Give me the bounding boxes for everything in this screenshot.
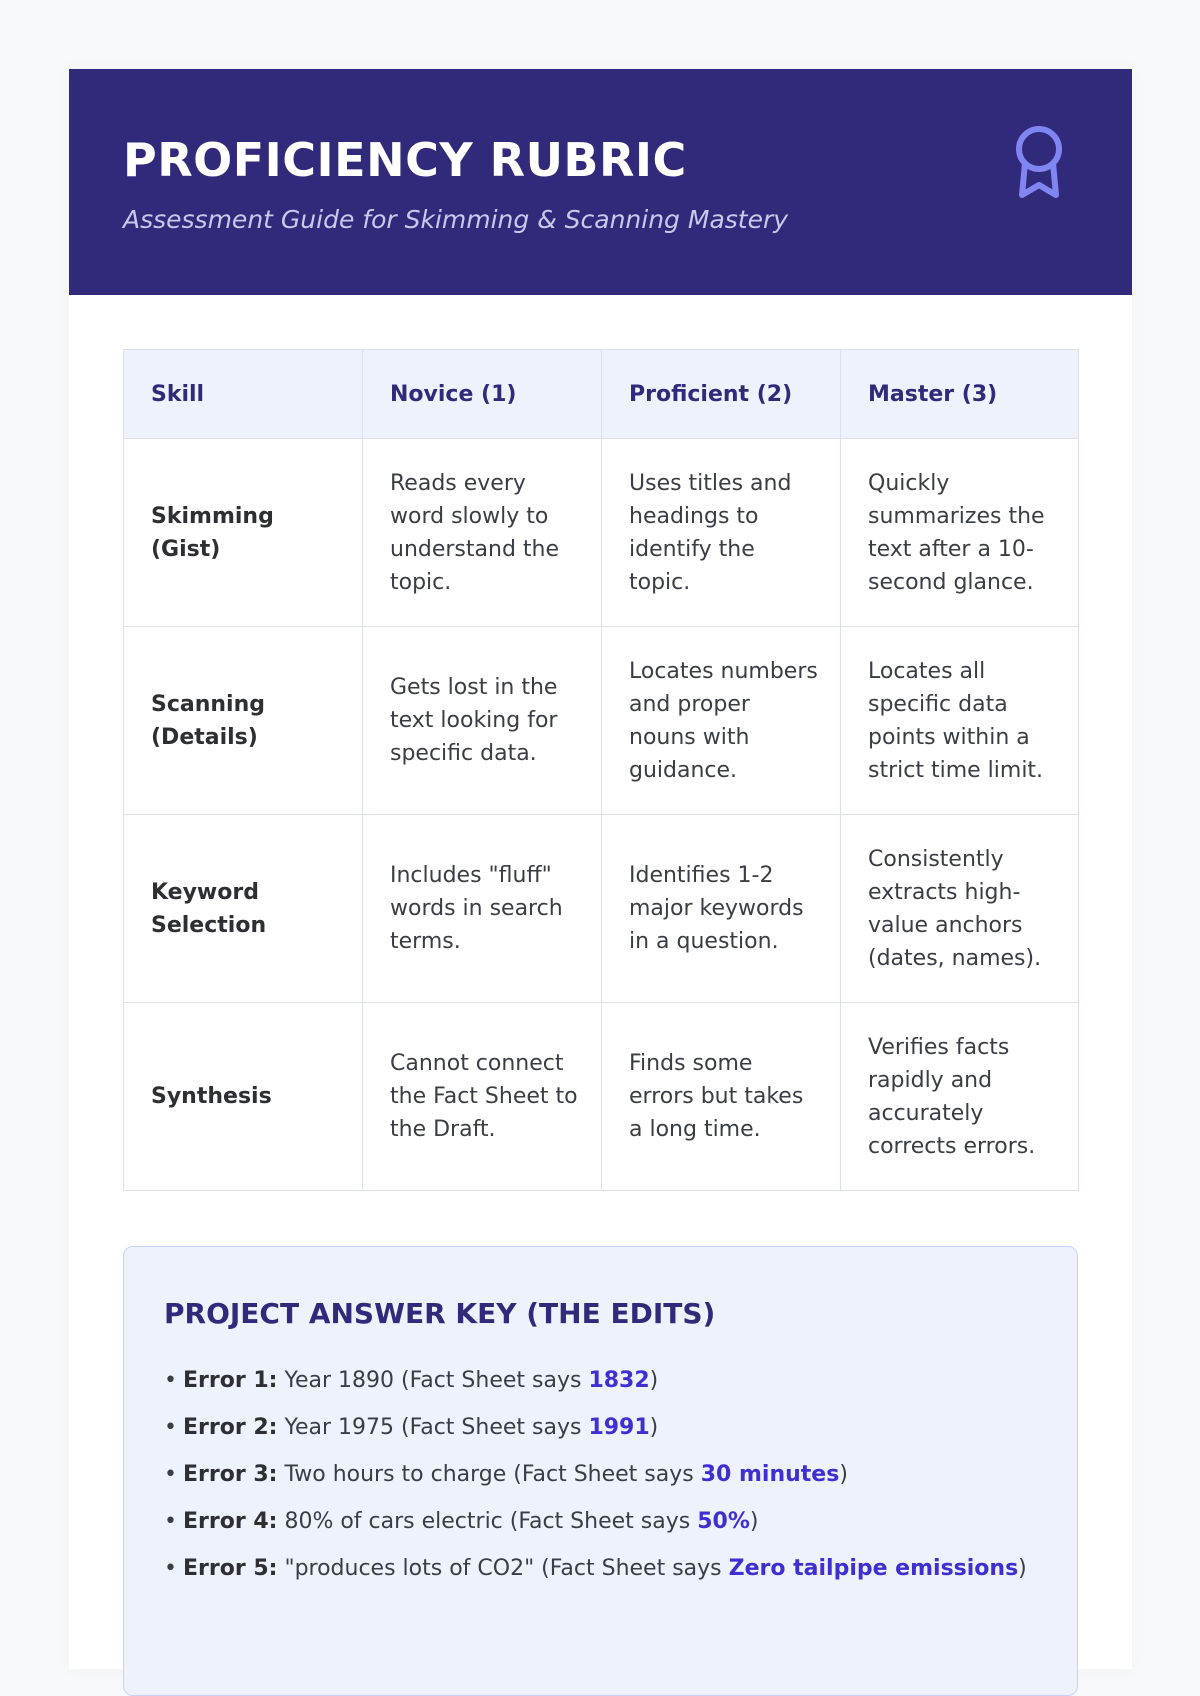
- error-label: Error 2:: [182, 1415, 278, 1440]
- proficient-cell: Identifies 1-2 major keywords in a question.: [602, 815, 841, 1003]
- bullet-icon: •: [164, 1415, 177, 1440]
- correct-value: 30 minutes: [700, 1462, 840, 1487]
- table-row: [124, 815, 1079, 1003]
- bullet-icon: •: [164, 1556, 177, 1581]
- novice-cell: Gets lost in the text looking for specific data.: [363, 627, 602, 815]
- error-text: Year 1890 (Fact Sheet says: [277, 1368, 589, 1393]
- novice-cell: Cannot connect the Fact Sheet to the Draft.: [363, 1003, 602, 1191]
- error-label: Error 3:: [182, 1462, 278, 1487]
- correct-value: 1832: [588, 1368, 650, 1393]
- answer-key-title: PROJECT ANSWER KEY (THE EDITS): [164, 1297, 716, 1330]
- list-item: [164, 1404, 1027, 1451]
- correct-value: 1991: [588, 1415, 650, 1440]
- master-cell: Locates all specific data points within a strict time limit.: [841, 627, 1079, 815]
- bullet-icon: •: [164, 1462, 177, 1487]
- column-header-proficient: Proficient (2): [602, 350, 841, 439]
- bullet-icon: •: [164, 1509, 177, 1534]
- column-header-master: Master (3): [841, 350, 1079, 439]
- error-label: Error 5:: [182, 1556, 278, 1581]
- error-label: Error 1:: [182, 1368, 278, 1393]
- bullet-icon: •: [164, 1368, 177, 1393]
- correct-value: 50%: [697, 1509, 750, 1534]
- list-item: [164, 1451, 1027, 1498]
- error-text: "produces lots of CO2" (Fact Sheet says: [277, 1556, 729, 1581]
- list-item: [164, 1357, 1027, 1404]
- error-text: Year 1975 (Fact Sheet says: [277, 1415, 589, 1440]
- rubric-card: [69, 69, 1132, 1669]
- answer-key-list: [164, 1357, 1027, 1592]
- novice-cell: Reads every word slowly to understand the topic.: [363, 439, 602, 627]
- closing-paren: ): [749, 1509, 759, 1534]
- page-title: PROFICIENCY RUBRIC: [123, 133, 687, 187]
- error-label: Error 4:: [182, 1509, 278, 1534]
- answer-key-panel: [123, 1246, 1078, 1696]
- page-subtitle: Assessment Guide for Skimming & Scanning Mastery: [123, 205, 789, 234]
- skill-cell: Skimming (Gist): [124, 439, 363, 627]
- novice-cell: Includes "fluff" words in search terms.: [363, 815, 602, 1003]
- skill-cell: Synthesis: [124, 1003, 363, 1191]
- header-banner: [69, 69, 1132, 295]
- list-item: [164, 1545, 1027, 1592]
- table-row: [124, 627, 1079, 815]
- closing-paren: ): [839, 1462, 848, 1487]
- master-cell: Consistently extracts high-value anchors (dates, names).: [841, 815, 1079, 1003]
- proficient-cell: Locates numbers and proper nouns with guidance.: [602, 627, 841, 815]
- error-text: Two hours to charge (Fact Sheet says: [277, 1462, 701, 1487]
- table-row: [124, 439, 1079, 627]
- skill-cell: Scanning (Details): [124, 627, 363, 815]
- closing-paren: ): [1018, 1556, 1027, 1581]
- proficient-cell: Finds some errors but takes a long time.: [602, 1003, 841, 1191]
- award-ribbon-icon: [1011, 123, 1067, 203]
- master-cell: Verifies facts rapidly and accurately corrects errors.: [841, 1003, 1079, 1191]
- closing-paren: ): [649, 1415, 659, 1440]
- table-header-row: [124, 350, 1079, 439]
- correct-value: Zero tailpipe emissions: [728, 1556, 1019, 1581]
- column-header-novice: Novice (1): [363, 350, 602, 439]
- table-row: [124, 1003, 1079, 1191]
- proficient-cell: Uses titles and headings to identify the topic.: [602, 439, 841, 627]
- master-cell: Quickly summarizes the text after a 10-second glance.: [841, 439, 1079, 627]
- list-item: [164, 1498, 1027, 1545]
- closing-paren: ): [649, 1368, 659, 1393]
- skill-cell: Keyword Selection: [124, 815, 363, 1003]
- error-text: 80% of cars electric (Fact Sheet says: [277, 1509, 698, 1534]
- rubric-table: [123, 349, 1079, 1191]
- column-header-skill: Skill: [124, 350, 363, 439]
